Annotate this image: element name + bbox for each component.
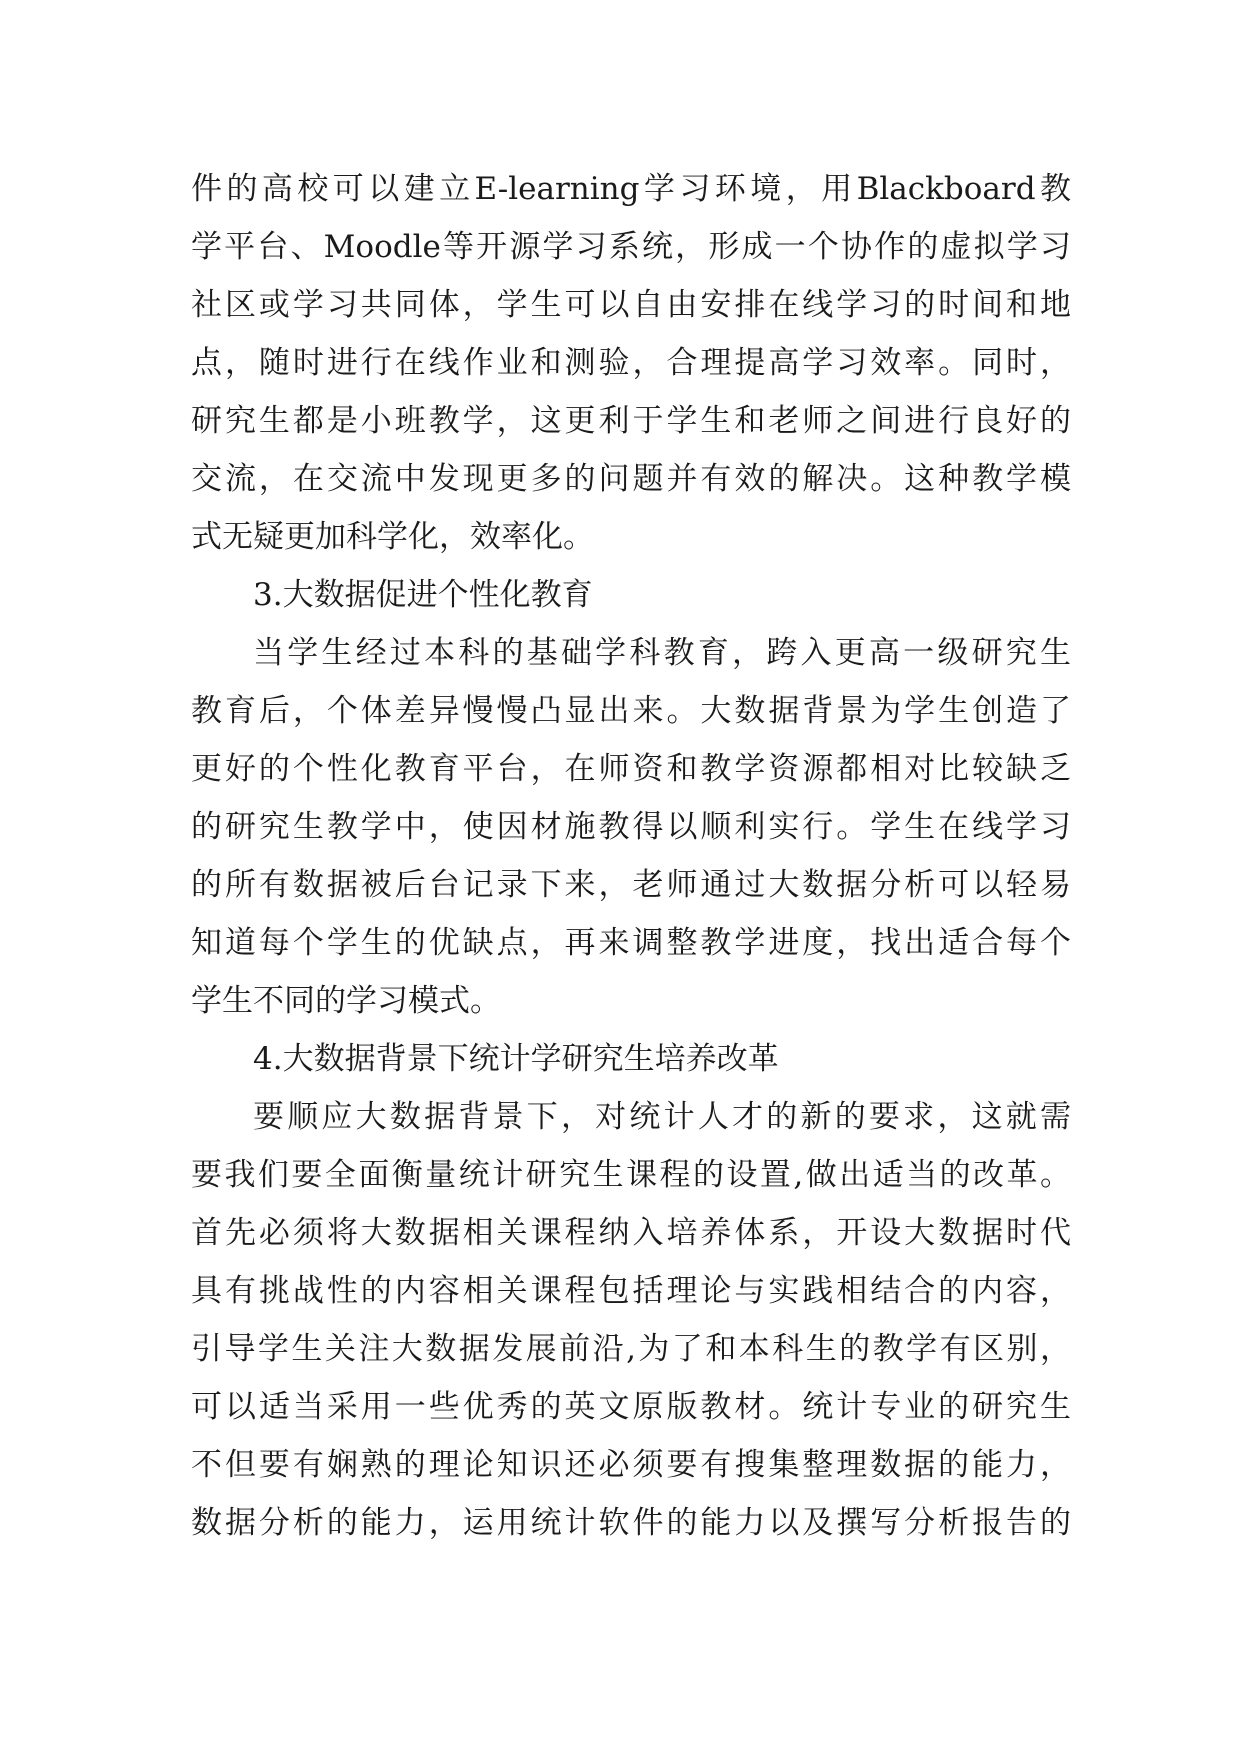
text-line: 可以适当采用一些优秀的英文原版教材。统计专业的研究生 — [191, 1389, 1071, 1425]
text-line: 知道每个学生的优缺点，再来调整教学进度，找出适合每个 — [191, 925, 1071, 961]
text-line: 要我们要全面衡量统计研究生课程的设置,做出适当的改革。 — [191, 1157, 1071, 1193]
text-line: 首先必须将大数据相关课程纳入培养体系，开设大数据时代 — [191, 1215, 1071, 1251]
text-line: 的所有数据被后台记录下来，老师通过大数据分析可以轻易 — [191, 867, 1071, 903]
section-heading: 4.大数据背景下统计学研究生培养改革 — [253, 1041, 779, 1077]
text-line: 具有挑战性的内容相关课程包括理论与实践相结合的内容， — [191, 1273, 1071, 1309]
text-line: 学生不同的学习模式。 — [191, 983, 501, 1019]
text-line: 点，随时进行在线作业和测验，合理提高学习效率。同时， — [191, 345, 1071, 381]
text-line: 件的高校可以建立E-learning学习环境，用Blackboard教 — [191, 171, 1071, 207]
text-line: 不但要有娴熟的理论知识还必须要有搜集整理数据的能力， — [191, 1447, 1071, 1483]
section-heading: 3.大数据促进个性化教育 — [253, 577, 593, 613]
text-line: 要顺应大数据背景下，对统计人才的新的要求，这就需 — [253, 1099, 1071, 1135]
text-line: 当学生经过本科的基础学科教育，跨入更高一级研究生 — [253, 635, 1071, 671]
body-text — [191, 160, 1071, 1552]
text-line: 研究生都是小班教学，这更利于学生和老师之间进行良好的 — [191, 403, 1071, 439]
text-line: 式无疑更加科学化，效率化。 — [191, 519, 594, 555]
text-line: 教育后，个体差异慢慢凸显出来。大数据背景为学生创造了 — [191, 693, 1071, 729]
text-line: 学平台、Moodle等开源学习系统，形成一个协作的虚拟学习 — [191, 229, 1071, 265]
text-line: 更好的个性化教育平台，在师资和教学资源都相对比较缺乏 — [191, 751, 1071, 787]
text-line: 数据分析的能力，运用统计软件的能力以及撰写分析报告的 — [191, 1505, 1071, 1541]
text-line: 的研究生教学中，使因材施教得以顺利实行。学生在线学习 — [191, 809, 1071, 845]
text-line: 社区或学习共同体，学生可以自由安排在线学习的时间和地 — [191, 287, 1071, 323]
text-line: 交流，在交流中发现更多的问题并有效的解决。这种教学模 — [191, 461, 1071, 497]
text-line: 引导学生关注大数据发展前沿,为了和本科生的教学有区别， — [191, 1331, 1071, 1367]
